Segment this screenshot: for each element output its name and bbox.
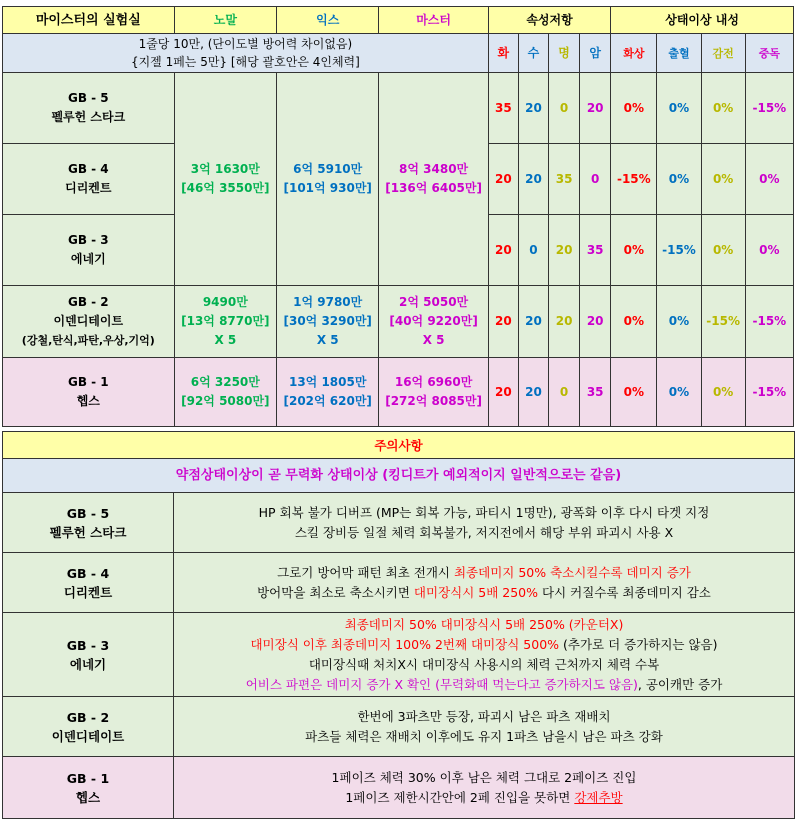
attr-value: 0 [580,144,611,215]
attr-value: 20 [488,358,518,427]
status-value: -15% [701,286,745,358]
hp-master-gb1 [379,358,488,427]
hp-master-gb2 [379,286,488,358]
boss-gb5 [3,73,175,144]
boss-parts: (강철,탄식,파탄,우상,기억) [21,334,155,347]
note-text: (추가로 더 증가하지는 않음) [559,636,718,652]
hp-value-4p: [92억 5080만] [181,394,270,408]
status-value: 0% [657,358,701,427]
note-text: 방어막을 최소로 축소시키면 [257,584,414,600]
boss-gb4 [3,144,175,215]
note-gb1 [174,757,795,819]
hp-nomal-gb1 [174,358,276,427]
note-boss-gb4 [3,553,174,613]
boss-code: GB - 1 [66,770,110,786]
boss-code: GB - 4 [67,162,109,176]
note-gb4 [174,553,795,613]
attr-value: 35 [549,144,580,215]
hp-value-4p: [101억 930만] [283,181,372,195]
attr-value: 0 [518,215,548,286]
attr-value: 20 [488,144,518,215]
note-line: HP 회복 불가 디버프 (MP는 회복 가능, 파티시 1명만), 광폭화 이후 다시 타겟 지정 [258,504,710,520]
attr-dark: 암 [580,34,611,73]
note-gb2 [174,697,795,757]
note-line: 1페이즈 체력 30% 이후 남은 체력 그대로 2페이즈 진입 [331,769,637,785]
status-value: 0% [611,73,657,144]
hp-multiplier: X 5 [316,333,339,347]
boss-name: 헵스 [75,789,101,805]
boss-name: 에네기 [69,656,107,672]
boss-name: 이덴디테이트 [51,728,125,744]
hp-value-4p: [136억 6405만] [385,181,482,195]
boss-name: 디리켄트 [63,584,113,600]
boss-name: 헵스 [76,394,100,408]
col-header-nomal: 노말 [174,7,276,34]
hp-note-line1: 1줄당 10만, (단이도별 방어력 차이없음) [138,37,353,51]
status-value: 0% [701,73,745,144]
boss-code: GB - 3 [67,233,109,247]
status-shock: 감전 [701,34,745,73]
hp-value-4p: [40억 9220만] [389,314,478,328]
hp-value: 3억 1630만 [190,162,260,176]
attr-value: 20 [518,286,548,358]
boss-gb3 [3,215,175,286]
boss-name: 펠루헌 스타크 [49,524,127,540]
attr-value: 20 [580,286,611,358]
hp-value-4p: [202억 620만] [283,394,372,408]
hp-value: 6억 3250만 [190,375,260,389]
status-value: 0% [657,73,701,144]
col-header-master: 마스터 [379,7,488,34]
boss-gb1 [3,358,175,427]
attr-light: 명 [549,34,580,73]
col-header-status: 상태이상 내성 [611,7,794,34]
boss-code: GB - 5 [66,505,110,521]
attr-value: 20 [518,73,548,144]
notes-banner: 약점상태이상이 곧 무력화 상태이상 (킹디트가 예외적이지 일반적으로는 같음) [3,459,795,493]
hp-value: 9490만 [202,295,248,309]
note-text: 그로기 방어막 패턴 최초 전개시 [277,564,454,580]
note-highlight: 최종데미지 50% 축소시킬수록 데미지 증가 [453,564,691,580]
notes-table [2,431,795,819]
note-boss-gb3 [3,613,174,697]
hp-ix-top [277,73,379,286]
note-boss-gb5 [3,493,174,553]
note-line [174,635,794,655]
status-value: -15% [745,358,793,427]
note-highlight: 최종데미지 50% 대미장식시 5배 250% (카운터X) [344,616,624,632]
note-line: 한번에 3파츠만 등장, 파괴시 남은 파츠 재배치 [357,708,611,724]
note-line: 스킬 장비등 일절 체력 회복불가, 저지전에서 해당 부위 파괴시 사용 X [294,524,674,540]
attr-value: 20 [549,215,580,286]
attr-value: 20 [580,73,611,144]
note-line: 파츠들 체력은 재배치 이후에도 유지 1파츠 남을시 남은 파츠 강화 [305,728,663,744]
status-value: 0% [701,144,745,215]
attr-value: 20 [518,144,548,215]
status-value: 0% [611,215,657,286]
col-header-ix: 익스 [277,7,379,34]
table-title: 마이스터의 실험실 [3,7,175,34]
attr-value: 20 [518,358,548,427]
hp-value-4p: [272억 8085만] [385,394,482,408]
attr-value: 20 [549,286,580,358]
note-boss-gb1 [3,757,174,819]
hp-nomal-gb2 [174,286,276,358]
note-boss-gb2 [3,697,174,757]
hp-note [3,34,489,73]
attr-value: 35 [580,215,611,286]
hp-value: 13억 1805만 [288,375,367,389]
status-value: -15% [745,286,793,358]
status-poison: 중독 [745,34,793,73]
boss-code: GB - 2 [67,295,109,309]
status-value: 0% [701,215,745,286]
note-line [174,563,794,583]
note-highlight: 대미장식 이후 최종데미지 100% 2번째 대미장식 500% [250,636,560,652]
boss-name: 디리켄트 [65,181,112,195]
note-gb3 [174,613,795,697]
hp-multiplier: X 5 [422,333,445,347]
note-text: 1페이즈 제한시간안에 2페 진입을 못하면 [345,789,575,805]
note-highlight: 대미장식시 5배 250% [413,584,539,600]
boss-name: 에네기 [70,252,106,266]
note-gb5 [174,493,795,553]
hp-ix-gb1 [277,358,379,427]
hp-nomal-top [174,73,276,286]
attr-value: 20 [488,286,518,358]
hp-value-4p: [46억 3550만] [181,181,270,195]
status-value: -15% [611,144,657,215]
hp-note-line2: {지젤 1페는 5만} [해당 괄호안은 4인체력] [130,55,360,69]
note-highlight: 강제추방 [574,789,623,805]
status-burn: 화상 [611,34,657,73]
note-text: , 공이캐만 증가 [637,676,723,692]
status-value: 0% [657,286,701,358]
attr-water: 수 [518,34,548,73]
boss-gb2 [3,286,175,358]
status-bleed: 출혈 [657,34,701,73]
status-value: 0% [611,358,657,427]
status-value: -15% [745,73,793,144]
hp-value: 6억 5910만 [293,162,363,176]
hp-value: 8억 3480만 [399,162,469,176]
boss-name: 이덴디테이트 [53,314,124,328]
note-line [174,583,794,603]
boss-code: GB - 2 [66,709,110,725]
attr-value: 35 [580,358,611,427]
note-line [174,788,794,808]
hp-value-4p: [13억 8770만] [181,314,270,328]
stats-table [2,6,794,427]
col-header-attr: 속성저항 [488,7,610,34]
hp-value-4p: [30억 3290만] [283,314,372,328]
status-value: 0% [611,286,657,358]
hp-ix-gb2 [277,286,379,358]
boss-name: 펠루헌 스타크 [51,110,126,124]
hp-value: 2억 5050만 [399,295,469,309]
boss-code: GB - 1 [67,375,109,389]
attr-value: 20 [488,215,518,286]
note-highlight: 어비스 파편은 데미지 증가 X 확인 (무력화때 먹는다고 증가하지도 않음) [245,676,638,692]
boss-code: GB - 4 [66,565,110,581]
attr-value: 35 [488,73,518,144]
hp-multiplier: X 5 [214,333,237,347]
status-value: 0% [745,144,793,215]
status-value: 0% [745,215,793,286]
notes-title: 주의사항 [3,432,795,459]
boss-code: GB - 5 [67,91,109,105]
hp-value: 1억 9780만 [293,295,363,309]
hp-master-top [379,73,488,286]
attr-value: 0 [549,358,580,427]
status-value: 0% [657,144,701,215]
boss-code: GB - 3 [66,637,110,653]
note-line: 대미장식때 처치X시 대미장식 사용시의 체력 근처까지 체력 수복 [308,656,660,672]
status-value: 0% [701,358,745,427]
note-text: 다시 커질수록 최종데미지 감소 [538,584,711,600]
attr-fire: 화 [488,34,518,73]
attr-value: 0 [549,73,580,144]
hp-value: 16억 6960만 [394,375,473,389]
status-value: -15% [657,215,701,286]
note-line [174,675,794,695]
